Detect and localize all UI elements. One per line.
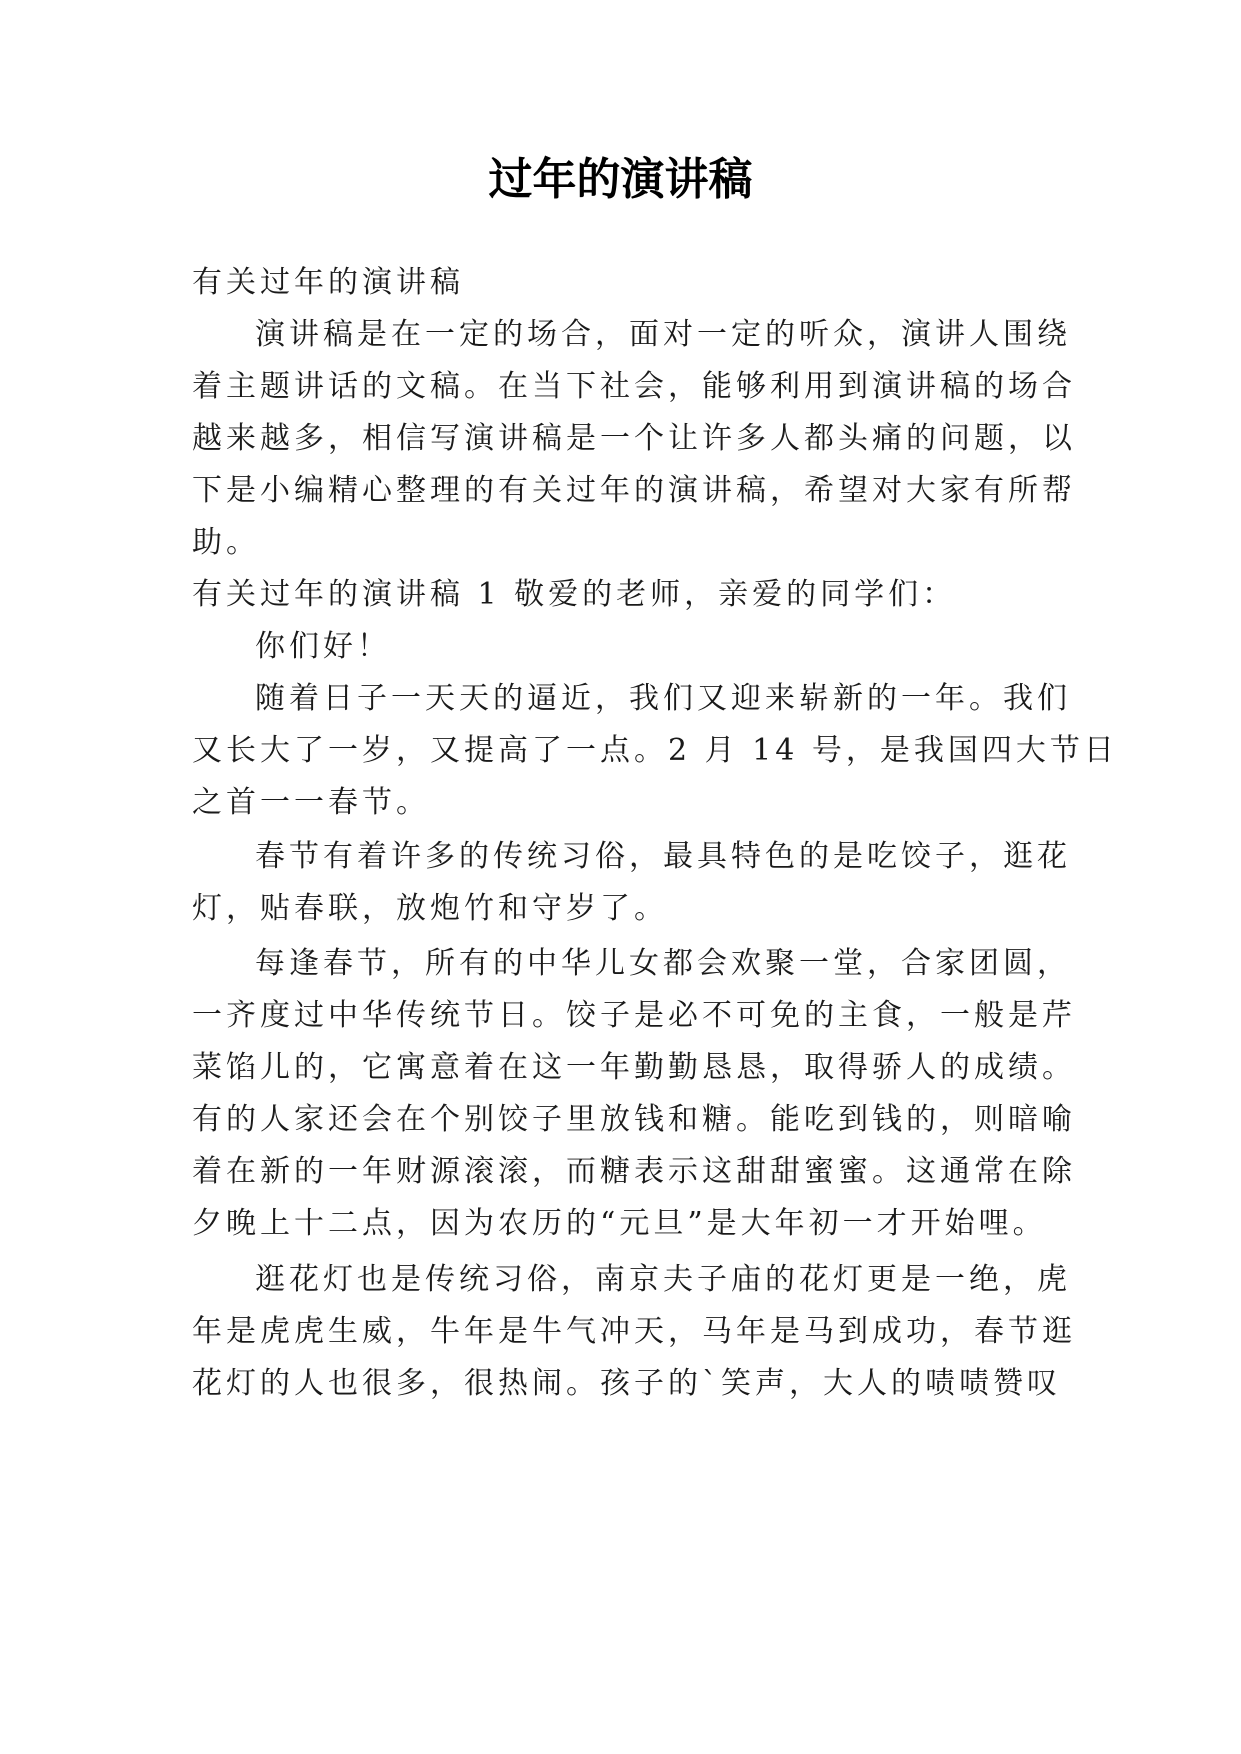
text-line: 灯，贴春联，放炮竹和守岁了。 — [192, 891, 668, 926]
text-line: 夕晚上十二点，因为农历的“元旦”是大年初一才开始哩。 — [192, 1206, 1047, 1241]
page-title: 过年的演讲稿 — [488, 154, 753, 205]
text-line: 春节有着许多的传统习俗，最具特色的是吃饺子，逛花 — [255, 839, 1071, 874]
text-line: 着在新的一年财源滚滚，而糖表示这甜甜蜜蜜。这通常在除 — [192, 1154, 1076, 1189]
text-line: 有的人家还会在个别饺子里放钱和糖。能吃到钱的，则暗喻 — [192, 1102, 1076, 1137]
text-line: 逛花灯也是传统习俗，南京夫子庙的花灯更是一绝，虎 — [255, 1262, 1071, 1297]
text-line: 年是虎虎生威，牛年是牛气冲天，马年是马到成功，春节逛 — [192, 1314, 1076, 1349]
text-line: 演讲稿是在一定的场合，面对一定的听众，演讲人围绕 — [255, 317, 1071, 352]
text-line: 之首一一春节。 — [192, 785, 430, 820]
text-line: 有关过年的演讲稿 1 敬爱的老师，亲爱的同学们： — [192, 577, 957, 612]
text-line: 随着日子一天天的逼近，我们又迎来崭新的一年。我们 — [255, 681, 1071, 716]
text-line: 下是小编精心整理的有关过年的演讲稿，希望对大家有所帮 — [192, 473, 1076, 508]
text-line: 又长大了一岁，又提高了一点。2 月 14 号，是我国四大节日 — [192, 733, 1118, 768]
text-line: 助。 — [192, 525, 260, 560]
text-line: 一齐度过中华传统节日。饺子是必不可免的主食，一般是芹 — [192, 998, 1076, 1033]
subtitle-line: 有关过年的演讲稿 — [192, 265, 464, 300]
text-line: 你们好！ — [255, 629, 391, 664]
text-line: 每逢春节，所有的中华儿女都会欢聚一堂，合家团圆， — [255, 946, 1071, 981]
text-line: 越来越多，相信写演讲稿是一个让许多人都头痛的问题，以 — [192, 421, 1076, 456]
text-line: 着主题讲话的文稿。在当下社会，能够利用到演讲稿的场合 — [192, 369, 1076, 404]
text-line: 花灯的人也很多，很热闹。孩子的`笑声，大人的啧啧赞叹 — [192, 1366, 1061, 1401]
text-line: 菜馅儿的，它寓意着在这一年勤勤恳恳，取得骄人的成绩。 — [192, 1050, 1076, 1085]
